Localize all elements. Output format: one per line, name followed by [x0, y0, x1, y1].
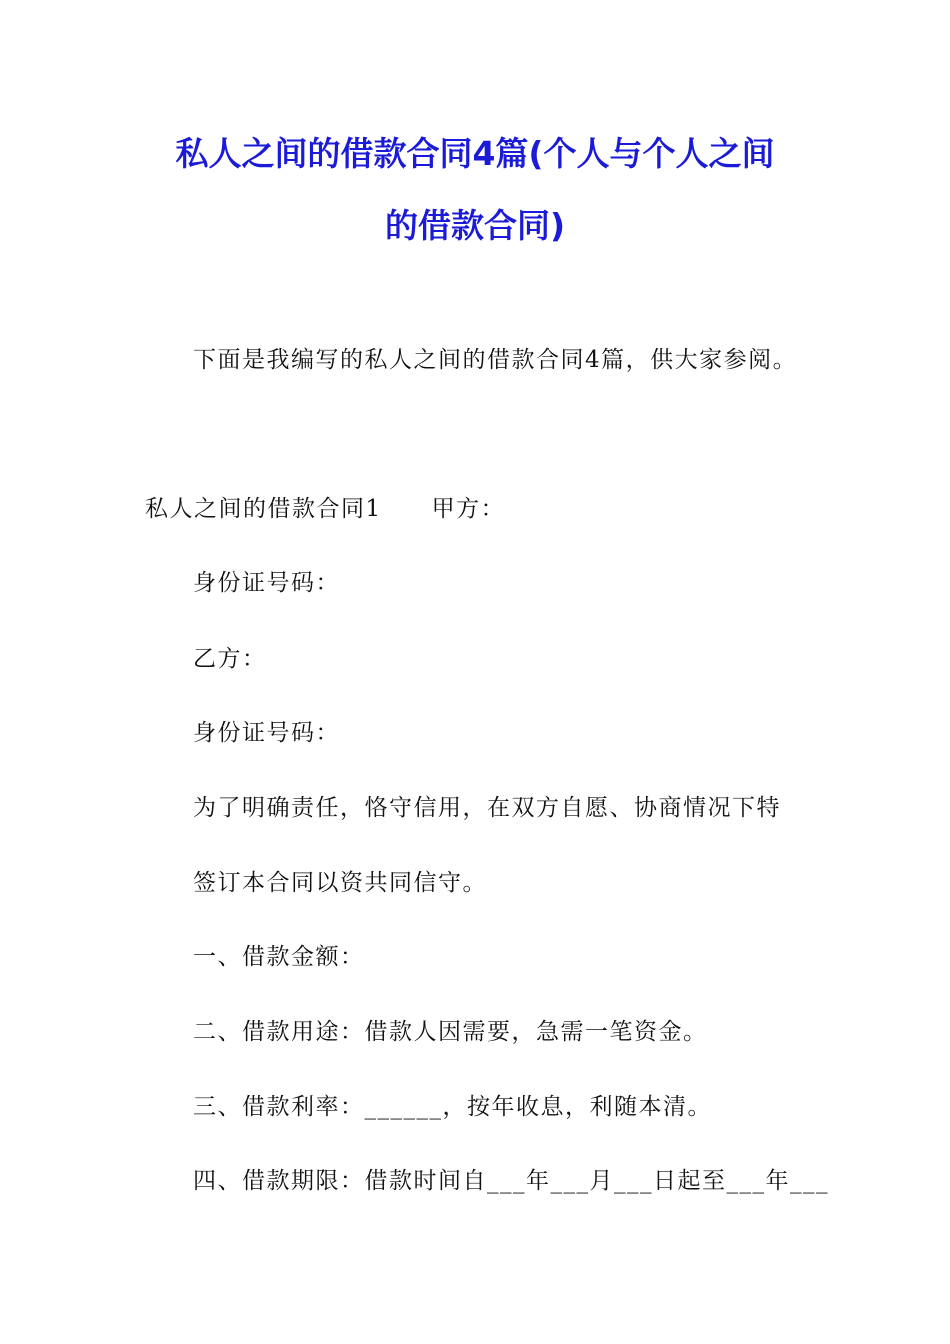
party-b-label: 乙方：	[193, 646, 267, 672]
intro-paragraph: 下面是我编写的私人之间的借款合同4篇，供大家参阅。	[193, 347, 798, 373]
party-b-id-number: 身份证号码：	[193, 720, 340, 746]
party-a-label: 甲方：	[431, 496, 506, 522]
clause-loan-purpose: 二、借款用途：借款人因需要，急需一笔资金。	[193, 1019, 708, 1045]
contract-section-title: 私人之间的借款合同1	[145, 496, 382, 522]
contract-section-heading	[145, 494, 505, 524]
preamble-line-2: 签订本合同以资共同信守。	[193, 870, 487, 896]
document-title-line-2: 的借款合同)	[384, 206, 566, 245]
clause-loan-term: 四、借款期限：借款时间自___年___月___日起至___年___	[193, 1168, 829, 1194]
preamble-line-1: 为了明确责任，恪守信用，在双方自愿、协商情况下特	[193, 795, 781, 821]
clause-interest-rate: 三、借款利率：______，按年收息，利随本清。	[193, 1094, 712, 1120]
clause-loan-amount: 一、借款金额：	[193, 944, 365, 970]
party-a-id-number: 身份证号码：	[193, 570, 340, 596]
document-title-line-1: 私人之间的借款合同4篇(个人与个人之间	[175, 134, 775, 173]
